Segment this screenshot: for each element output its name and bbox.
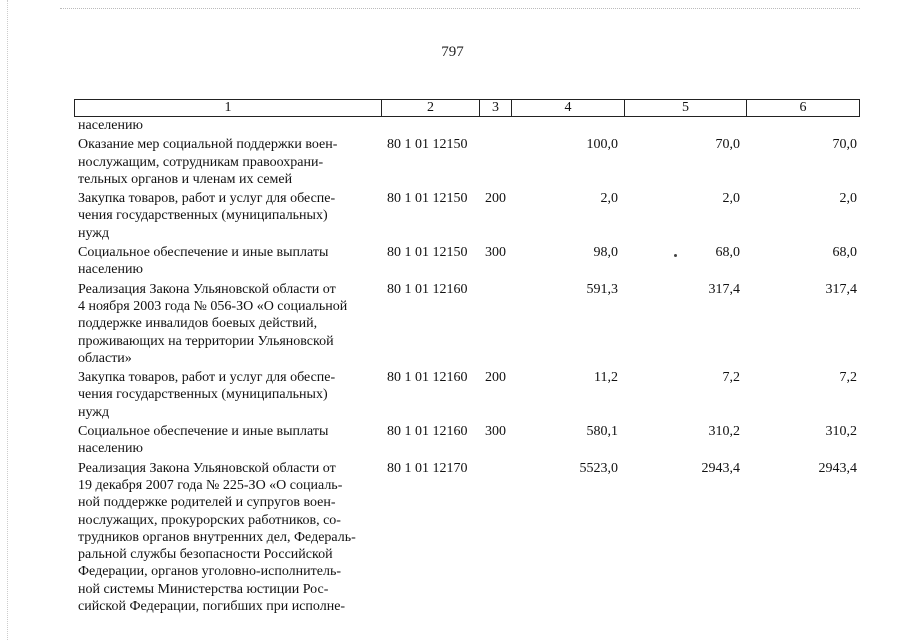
row-value-col5: 310,2 <box>708 424 740 440</box>
row-value-col4: 100,0 <box>586 137 618 153</box>
row-value-col6: 310,2 <box>825 424 857 440</box>
row-code: 80 1 01 12150 <box>387 245 468 261</box>
table-row <box>0 369 905 423</box>
description-line: населению <box>78 441 143 457</box>
row-expense-type: 200 <box>485 370 506 386</box>
description-line: трудников органов внутренних дел, Федераль- <box>78 529 356 545</box>
row-value-col4: 11,2 <box>594 370 618 386</box>
row-value-col5: 7,2 <box>722 370 740 386</box>
header-col-6: 6 <box>746 100 859 116</box>
description-line: тельных органов и членам их семей <box>78 171 293 187</box>
row-description <box>78 281 376 367</box>
header-col-1: 1 <box>224 100 232 115</box>
description-line: нужд <box>78 404 110 420</box>
row-code: 80 1 01 12150 <box>387 191 468 207</box>
row-value-col6: 2,0 <box>839 191 857 207</box>
description-line: населению <box>78 118 143 133</box>
description-line: населению <box>78 262 143 278</box>
table-row <box>0 460 905 618</box>
header-col-4: 4 <box>511 100 624 116</box>
row-description <box>78 460 376 616</box>
description-line: проживающих на территории Ульяновской <box>78 333 334 349</box>
description-line: Закупка товаров, работ и услуг для обеспе- <box>78 370 336 386</box>
row-code: 80 1 01 12160 <box>387 370 468 386</box>
row-value-col4: 98,0 <box>593 245 618 261</box>
row-value-col4: 5523,0 <box>579 460 618 476</box>
row-code: 80 1 01 12170 <box>387 460 468 476</box>
description-line: Реализация Закона Ульяновской области от <box>78 460 336 476</box>
description-line: чения государственных (муниципальных) <box>78 387 328 403</box>
row-description <box>78 369 376 421</box>
description-line: нослужащим, сотрудникам правоохрани- <box>78 154 324 170</box>
description-line: Реализация Закона Ульяновской области от <box>78 281 336 297</box>
row-value-col5: 70,0 <box>715 137 740 153</box>
row-description <box>78 423 376 458</box>
description-line: Оказание мер социальной поддержки воен- <box>78 137 338 153</box>
row-value-col5: 68,0 <box>715 245 740 261</box>
header-col-3: 3 <box>479 100 511 116</box>
description-line: ной системы Министерства юстиции Рос- <box>78 581 329 597</box>
row-value-col5: 317,4 <box>708 281 740 297</box>
row-description <box>78 136 376 188</box>
row-expense-type: 300 <box>485 245 506 261</box>
row-value-col6: 2943,4 <box>818 460 857 476</box>
row-value-col4: 580,1 <box>586 424 618 440</box>
row-value-col6: 68,0 <box>832 245 857 261</box>
row-value-col6: 317,4 <box>825 281 857 297</box>
description-line: 19 декабря 2007 года № 225-ЗО «О социаль- <box>78 477 343 493</box>
row-value-col6: 7,2 <box>839 370 857 386</box>
description-line: ной поддержке родителей и супругов воен- <box>78 495 336 511</box>
row-code: 80 1 01 12150 <box>387 137 468 153</box>
row-description <box>78 244 376 279</box>
description-line: нослужащих, прокурорских работников, со- <box>78 512 341 528</box>
row-value-col4: 591,3 <box>586 281 618 297</box>
description-line: поддержке инвалидов боевых действий, <box>78 316 318 332</box>
description-line: ральной службы безопасности Российской <box>78 547 333 563</box>
row-value-col5: 2,0 <box>722 191 740 207</box>
description-line: сийской Федерации, погибших при исполне- <box>78 599 346 615</box>
row-code: 80 1 01 12160 <box>387 281 468 297</box>
table-row <box>0 244 905 281</box>
description-line: области» <box>78 350 132 366</box>
header-col-2: 2 <box>381 100 479 116</box>
header-col-5: 5 <box>624 100 746 116</box>
row-description <box>78 117 376 134</box>
description-line: Закупка товаров, работ и услуг для обеспе- <box>78 191 336 207</box>
row-description <box>78 190 376 242</box>
page-number: 797 <box>441 44 464 60</box>
scan-edge-top <box>60 8 860 9</box>
scan-speck <box>674 254 677 257</box>
row-expense-type: 300 <box>485 424 506 440</box>
description-line: чения государственных (муниципальных) <box>78 208 328 224</box>
row-value-col4: 2,0 <box>600 191 618 207</box>
description-line: Социальное обеспечение и иные выплаты <box>78 424 329 440</box>
row-value-col5: 2943,4 <box>701 460 740 476</box>
table-row <box>0 423 905 460</box>
row-expense-type: 200 <box>485 191 506 207</box>
description-line: Социальное обеспечение и иные выплаты <box>78 245 329 261</box>
row-value-col6: 70,0 <box>832 137 857 153</box>
description-line: 4 ноября 2003 года № 056-ЗО «О социальной <box>78 298 348 314</box>
table-row <box>0 281 905 370</box>
row-code: 80 1 01 12160 <box>387 424 468 440</box>
table-row <box>0 190 905 244</box>
description-line: нужд <box>78 225 110 241</box>
table-header <box>74 99 860 117</box>
table-row <box>0 117 905 136</box>
table-row <box>0 136 905 190</box>
description-line: Федерации, органов уголовно-исполнитель- <box>78 564 341 580</box>
